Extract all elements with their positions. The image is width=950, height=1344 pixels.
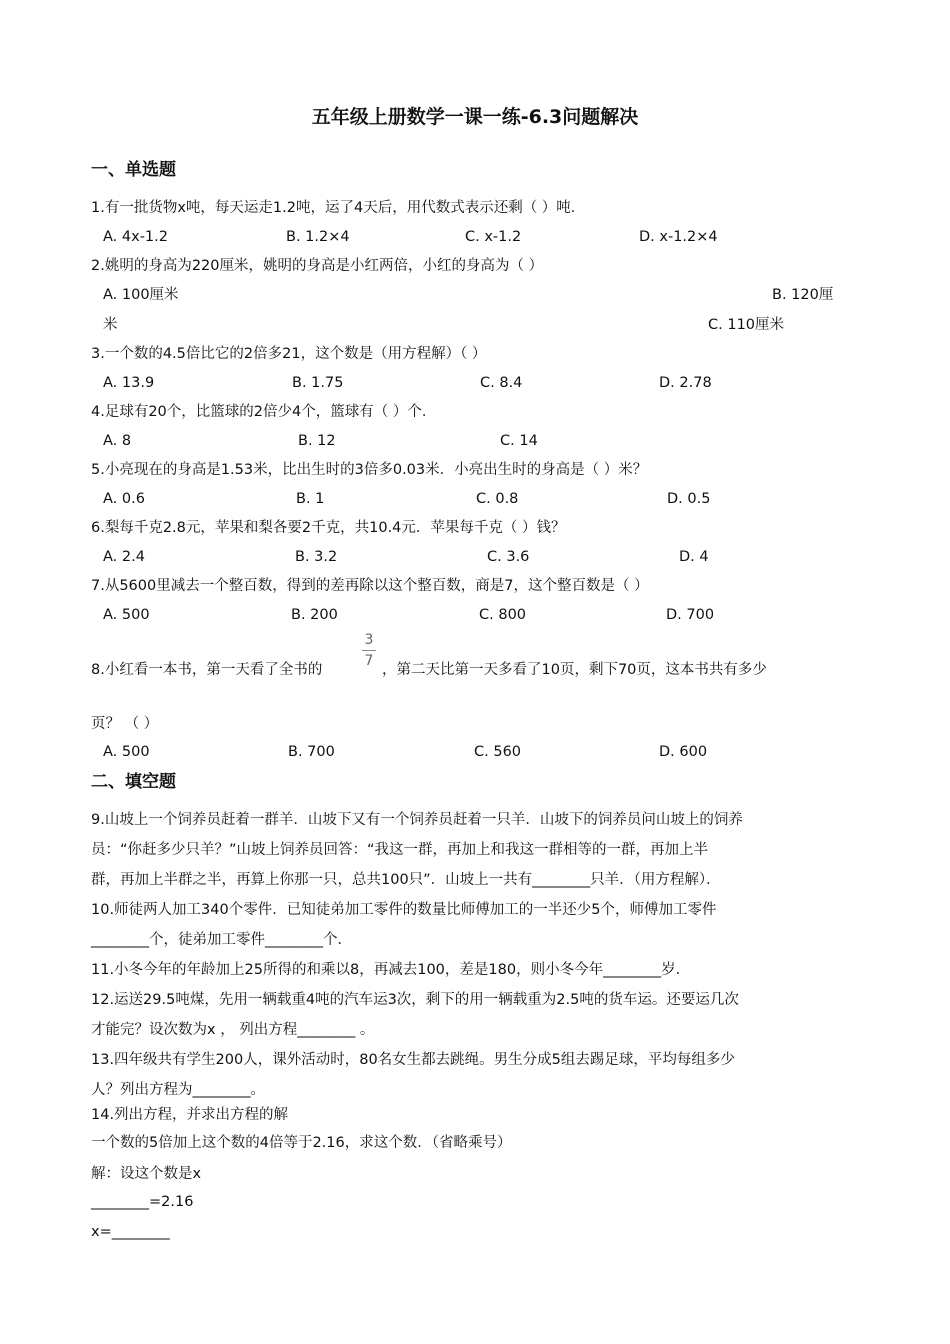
q8-option-a: A. 500	[103, 744, 150, 760]
question-3: 3.一个数的4.5倍比它的2倍多21，这个数是（用方程解）（ ）	[91, 346, 487, 362]
q8-option-d: D. 600	[659, 744, 708, 760]
q6-option-d: D. 4	[679, 549, 709, 565]
fraction-numerator: 3	[364, 632, 374, 648]
q5-option-c: C. 0.8	[476, 491, 519, 507]
section-heading-fill-blank: 二、填空题	[91, 772, 176, 792]
fraction-three-sevenths	[360, 632, 378, 669]
question-13-line1: 13.四年级共有学生200人，课外活动时，80名女生都去跳绳。男生分成5组去踢足球，平均每组多少	[91, 1052, 735, 1068]
q5-option-b: B. 1	[296, 491, 325, 507]
q1-option-a: A. 4x-1.2	[103, 229, 168, 245]
question-11: 11.小冬今年的年龄加上25所得的和乘以8，再减去100，差是180，则小冬今年________岁．	[91, 962, 691, 978]
q7-option-a: A. 500	[103, 607, 150, 623]
q4-option-c: C. 14	[500, 433, 538, 449]
section-heading-single-choice: 一、单选题	[91, 160, 176, 180]
q5-option-a: A. 0.6	[103, 491, 145, 507]
question-8-line2: 页？ （ ）	[91, 716, 159, 732]
page-title: 五年级上册数学一课一练-6.3问题解决	[311, 106, 639, 128]
q8-option-c: C. 560	[474, 744, 522, 760]
question-5: 5.小亮现在的身高是1.53米，比出生时的3倍多0.03米．小亮出生时的身高是（ ）米？	[91, 462, 648, 478]
question-14-answer: x=________	[91, 1224, 170, 1240]
q7-option-c: C. 800	[479, 607, 527, 623]
question-6: 6.梨每千克2.8元，苹果和梨各要2千克，共10.4元．苹果每千克（ ）钱？	[91, 520, 566, 536]
question-2: 2.姚明的身高为220厘米，姚明的身高是小红两倍，小红的身高为（ ）	[91, 258, 544, 274]
q6-option-b: B. 3.2	[295, 549, 338, 565]
question-14-line1: 14.列出方程，并求出方程的解	[91, 1107, 289, 1123]
q3-option-d: D. 2.78	[659, 375, 712, 391]
question-9-line2: 员：“你赶多少只羊？”山坡上饲养员回答：“我这一群，再加上和我这一群相等的一群，再加上半	[91, 842, 709, 858]
question-12-line2: 才能完？设次数为x ， 列出方程________ 。	[91, 1022, 375, 1038]
q2-option-b: B. 120厘	[772, 287, 834, 303]
question-10-line1: 10.师徒两人加工340个零件．已知徒弟加工零件的数量比师傅加工的一半还少5个，师傅加工零件	[91, 902, 717, 918]
q4-option-b: B. 12	[298, 433, 336, 449]
question-9-line3: 群，再加上半群之半，再算上你那一只，总共100只”．山坡上一共有________只羊．（用方程解）．	[91, 872, 721, 888]
q1-option-d: D. x-1.2×4	[639, 229, 718, 245]
q4-option-a: A. 8	[103, 433, 132, 449]
question-7: 7.从5600里减去一个整百数，得到的差再除以这个整百数，商是7，这个整百数是（ ）	[91, 578, 649, 594]
q2-option-a: A. 100厘米	[103, 287, 179, 303]
q1-option-c: C. x-1.2	[465, 229, 522, 245]
q3-option-b: B. 1.75	[292, 375, 344, 391]
q5-option-d: D. 0.5	[667, 491, 711, 507]
q2-option-c: C. 110厘米	[708, 317, 785, 333]
question-8-part2: ，第二天比第一天多看了10页，剩下70页，这本书共有多少	[382, 662, 767, 678]
question-14-line2: 一个数的5倍加上这个数的4倍等于2.16，求这个数．（省略乘号）	[91, 1135, 512, 1151]
question-13-line2: 人？列出方程为________。	[91, 1082, 265, 1098]
question-4: 4.足球有20个，比篮球的2倍少4个，篮球有（ ）个．	[91, 404, 437, 420]
fraction-bar	[362, 650, 376, 651]
question-12-line1: 12.运送29.5吨煤，先用一辆载重4吨的汽车运3次，剩下的用一辆载重为2.5吨的货车运。还要运几次	[91, 992, 739, 1008]
question-14-line3: 解：设这个数是x	[91, 1166, 202, 1182]
q8-option-b: B. 700	[288, 744, 335, 760]
q3-option-c: C. 8.4	[480, 375, 523, 391]
question-14-equation: ________=2.16	[91, 1194, 194, 1210]
q7-option-d: D. 700	[666, 607, 715, 623]
question-8-part1: 8.小红看一本书，第一天看了全书的	[91, 662, 323, 678]
question-10-line2: ________个，徒弟加工零件________个．	[91, 932, 352, 948]
q7-option-b: B. 200	[291, 607, 338, 623]
q2-option-b-wrap: 米	[103, 317, 118, 333]
q6-option-c: C. 3.6	[487, 549, 530, 565]
question-1: 1.有一批货物x吨，每天运走1.2吨，运了4天后，用代数式表示还剩（ ）吨．	[91, 200, 586, 216]
question-9-line1: 9.山坡上一个饲养员赶着一群羊．山坡下又有一个饲养员赶着一只羊．山坡下的饲养员问山坡上的饲养	[91, 812, 743, 828]
fraction-denominator: 7	[364, 653, 374, 669]
q6-option-a: A. 2.4	[103, 549, 145, 565]
q3-option-a: A. 13.9	[103, 375, 155, 391]
q1-option-b: B. 1.2×4	[286, 229, 350, 245]
